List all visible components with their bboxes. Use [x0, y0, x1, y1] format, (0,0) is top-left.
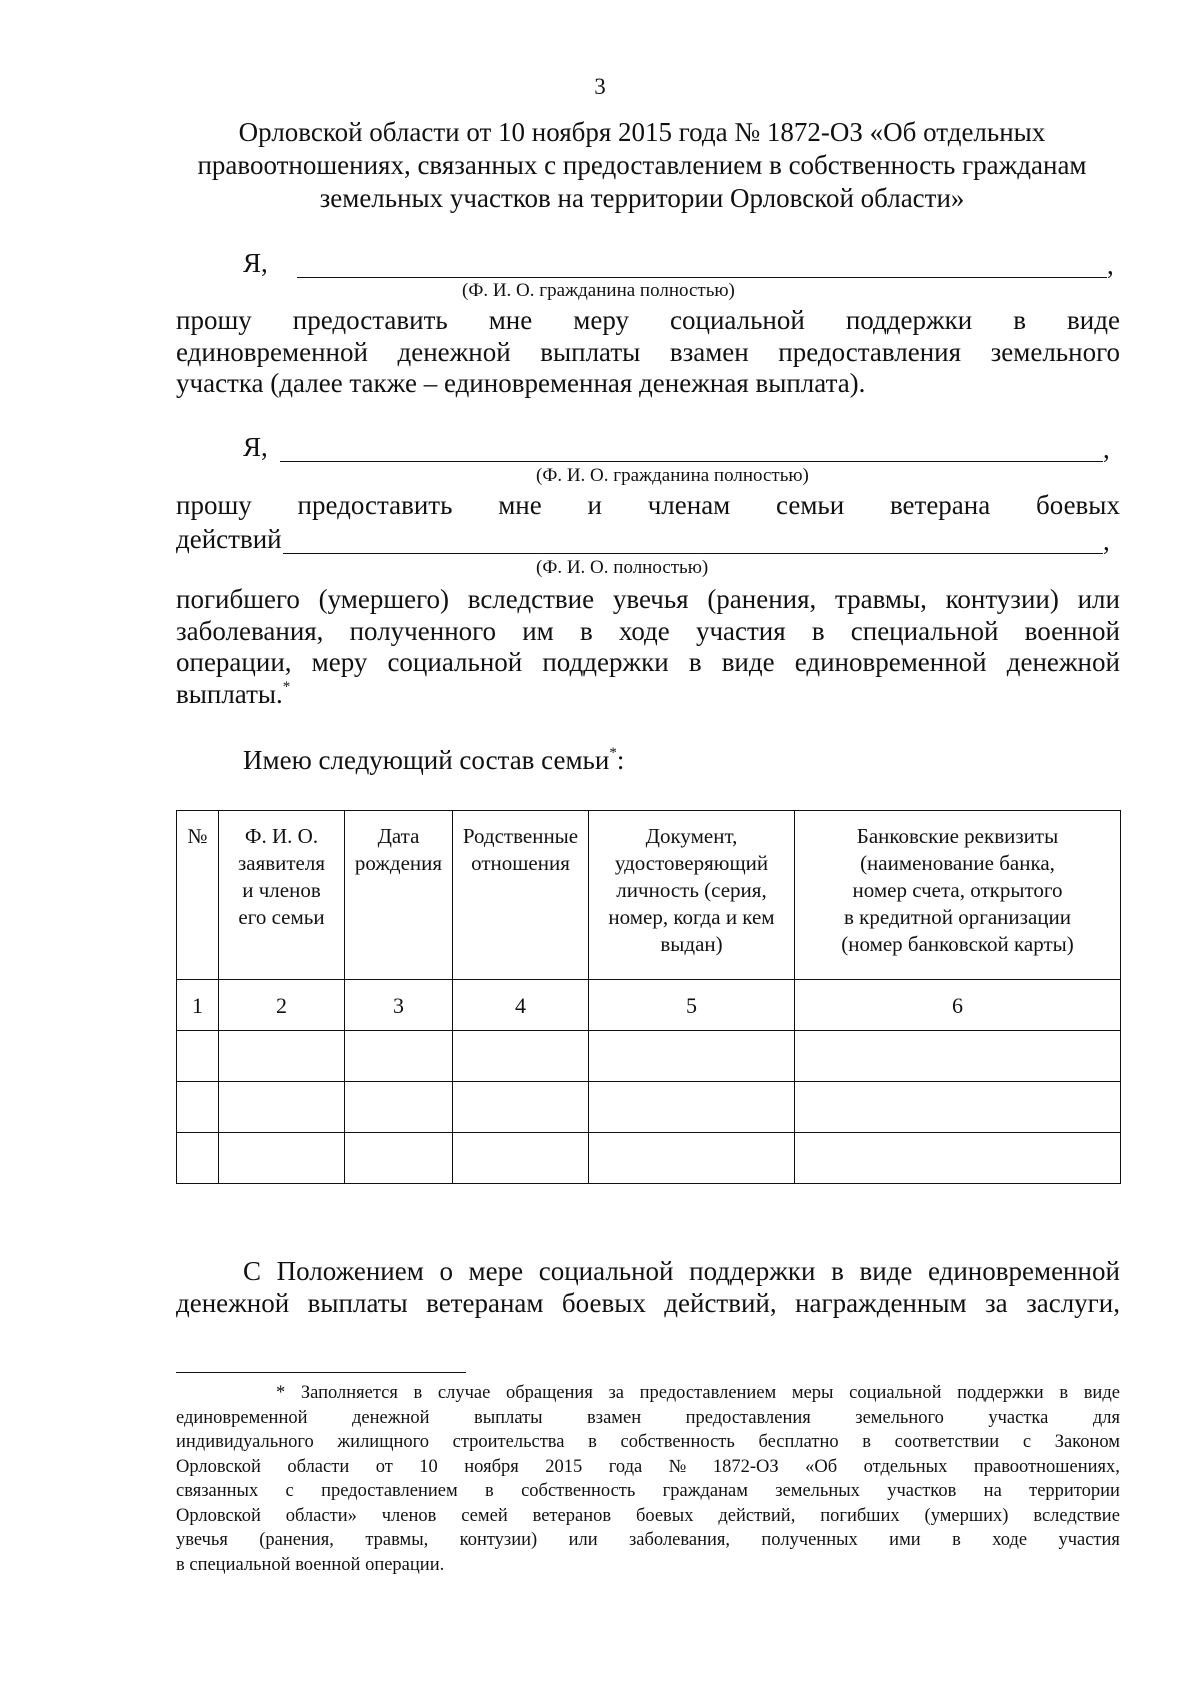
justified-line: прошу предоставить мне меру социальной поддержки в виде [176, 305, 1120, 335]
justified-line: прошу предоставить мне и членам семьи ветерана боевых [176, 490, 1120, 520]
table-row [177, 1031, 1121, 1082]
statement-2-text [176, 584, 1120, 710]
table-cell[interactable] [345, 1082, 453, 1133]
table-cell[interactable] [589, 1082, 795, 1133]
footnote-separator [176, 1372, 466, 1373]
table-cell[interactable] [219, 1082, 345, 1133]
column-header-id-document: Документ, удостоверяющий личность (серия, номер, когда и кем выдан) [589, 811, 795, 980]
column-number: 3 [345, 980, 453, 1031]
table-cell[interactable] [345, 1031, 453, 1082]
footnote-marker: * [609, 745, 617, 761]
title-line: земельных участков на территории Орловской области» [319, 183, 965, 213]
table-row [177, 1133, 1121, 1184]
title-line: правоотношениях, связанных с предоставлением в собственность гражданам [197, 150, 1087, 180]
footnote-line: индивидуального жилищного строительства в собственность бесплатно в соответствии с Законом [176, 1432, 1120, 1452]
title-line: Орловской области от 10 ноября 2015 года № 1872-ОЗ «Об отдельных [238, 117, 1046, 147]
table-cell[interactable] [453, 1133, 589, 1184]
table-cell[interactable] [795, 1133, 1121, 1184]
column-number: 2 [219, 980, 345, 1031]
comma: , [1103, 526, 1110, 556]
column-header-number: № [177, 811, 219, 980]
table-cell[interactable] [795, 1082, 1121, 1133]
column-number: 1 [177, 980, 219, 1031]
field-caption-1: (Ф. И. О. гражданина полностью) [462, 280, 735, 301]
table-cell[interactable] [345, 1133, 453, 1184]
justified-line: С Положением о мере социальной поддержки в виде единовременной [243, 1256, 1120, 1286]
column-number: 6 [795, 980, 1121, 1031]
footnote-line: связанных с предоставлением в собственность гражданам земельных участков на территории [176, 1481, 1120, 1501]
footnote-line: Орловской области от 10 ноября 2015 года № 1872-ОЗ «Об отдельных правоотношениях, [176, 1456, 1120, 1477]
justified-line: единовременной денежной выплаты взамен предоставления земельного [176, 336, 1120, 367]
statement-1-text [176, 305, 1120, 400]
comma: , [1103, 434, 1110, 464]
footnote [176, 1381, 1120, 1577]
footnote-line: Орловской области» членов семей ветеранов боевых действий, погибших (умерших) вследствие [176, 1505, 1120, 1526]
column-header-birth-date: Дата рождения [345, 811, 453, 980]
column-number: 4 [453, 980, 589, 1031]
justified-line: операции, меру социальной поддержки в виде единовременной денежной [176, 647, 1120, 677]
footnote-line: увечья (ранения, травмы, контузии) или заболевания, полученных ими в ходе участия [176, 1530, 1120, 1550]
full-name-field-1[interactable] [297, 277, 1107, 278]
column-header-bank-details: Банковские реквизиты (наименование банка, номер счета, открытого в кредитной организации (номер банковской карты) [795, 811, 1121, 980]
veteran-name-field[interactable] [283, 553, 1103, 554]
table-cell[interactable] [219, 1133, 345, 1184]
comma: , [1107, 250, 1114, 280]
ya-label-2: Я, [243, 432, 268, 462]
table-header-row [177, 811, 1121, 980]
table-cell[interactable] [453, 1031, 589, 1082]
footnote-line: единовременной денежной выплаты взамен предоставления земельного участка для [176, 1407, 1120, 1428]
text-line: выплаты.* [176, 678, 291, 709]
table-cell[interactable] [589, 1133, 795, 1184]
justified-line: денежной выплаты ветеранам боевых действий, награжденным за заслуги, [176, 1287, 1120, 1318]
column-header-full-name: Ф. И. О. заявителя и членов его семьи [219, 811, 345, 980]
document-title [172, 116, 1112, 215]
full-name-field-2[interactable] [280, 461, 1103, 462]
table-row [177, 1082, 1121, 1133]
column-number: 5 [589, 980, 795, 1031]
footnote-line: в специальной военной операции. [176, 1554, 445, 1575]
table-cell[interactable] [795, 1031, 1121, 1082]
table-cell[interactable] [177, 1031, 219, 1082]
column-header-relationship: Родственные отношения [453, 811, 589, 980]
table-cell[interactable] [177, 1133, 219, 1184]
closing-paragraph [176, 1256, 1120, 1319]
ya-label-1: Я, [243, 248, 268, 278]
justified-line: погибшего (умершего) вследствие увечья (ранения, травмы, контузии) или [176, 584, 1120, 614]
column-number-row [177, 980, 1121, 1031]
page-number: 3 [594, 74, 606, 99]
table-cell[interactable] [453, 1082, 589, 1133]
table-cell[interactable] [177, 1082, 219, 1133]
table-cell[interactable] [589, 1031, 795, 1082]
field-caption-3: (Ф. И. О. полностью) [536, 557, 709, 578]
text-line: участка (далее также – единовременная денежная выплата). [176, 368, 866, 398]
statement-2-line [176, 490, 1120, 522]
justified-line: заболевания, полученного им в ходе участия в специальной военной [176, 615, 1120, 646]
footnote-marker: * [282, 678, 291, 695]
family-table [176, 810, 1121, 1184]
field-caption-2: (Ф. И. О. гражданина полностью) [536, 465, 809, 486]
family-heading: Имею следующий состав семьи*: [243, 745, 625, 775]
footnote-line: * Заполняется в случае обращения за предоставлением меры социальной поддержки в виде [276, 1383, 1120, 1403]
table-cell[interactable] [219, 1031, 345, 1082]
deistviy-label: действий [176, 524, 282, 554]
